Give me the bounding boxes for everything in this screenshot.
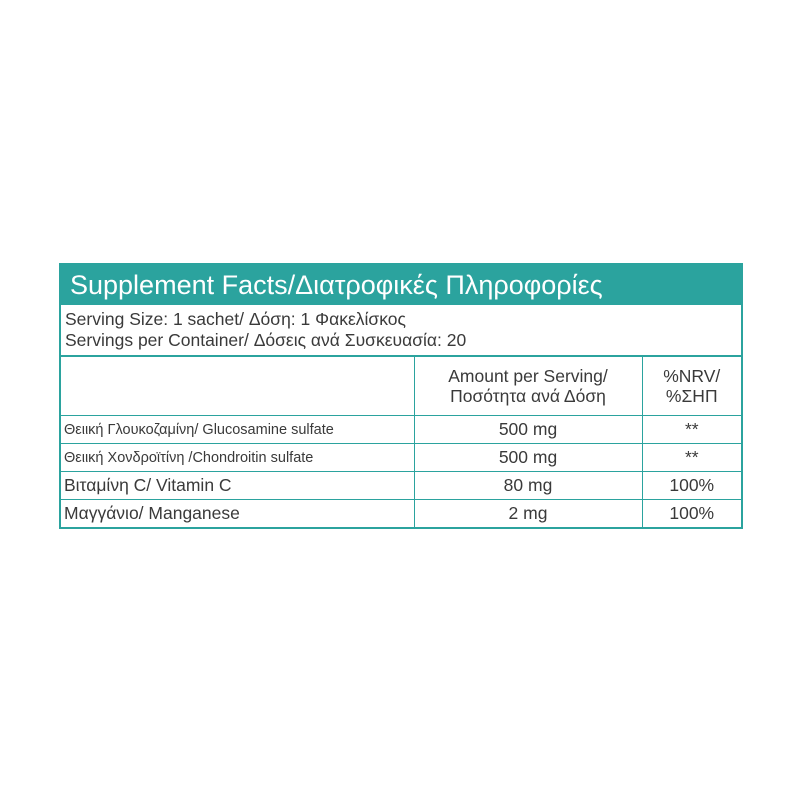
- panel-title: Supplement Facts/Διατροφικές Πληροφορίες: [61, 265, 741, 305]
- table-header-row: [61, 357, 741, 416]
- serving-info: [61, 305, 741, 357]
- header-amount-line1: Amount per Serving/: [448, 366, 608, 386]
- nutrient-name: Θειική Χονδροϊτίνη /Chondroitin sulfate: [61, 444, 414, 472]
- nutrient-amount: 500 mg: [414, 444, 642, 472]
- supplement-facts-panel: [59, 263, 743, 529]
- nutrient-nrv: 100%: [642, 472, 741, 500]
- nutrient-nrv: **: [642, 444, 741, 472]
- table-row: [61, 444, 741, 472]
- nutrient-name: Θειική Γλουκοζαμίνη/ Glucosamine sulfate: [61, 416, 414, 444]
- servings-per-container: Servings per Container/ Δόσεις ανά Συσκευασία: 20: [65, 330, 467, 350]
- nutrient-amount: 80 mg: [414, 472, 642, 500]
- serving-size: Serving Size: 1 sachet/ Δόση: 1 Φακελίσκος: [65, 309, 406, 329]
- nutrient-nrv: **: [642, 416, 741, 444]
- header-amount-line2: Ποσότητα ανά Δόση: [450, 386, 606, 406]
- table-row: [61, 472, 741, 500]
- header-nrv-line2: %ΣΗΠ: [665, 386, 718, 406]
- table-row: [61, 500, 741, 528]
- header-blank-cell: [61, 357, 414, 416]
- nutrient-table: [61, 357, 741, 527]
- table-row: [61, 416, 741, 444]
- nutrient-amount: 500 mg: [414, 416, 642, 444]
- header-nrv: [642, 357, 741, 416]
- header-amount: [414, 357, 642, 416]
- nutrient-name: Μαγγάνιο/ Manganese: [61, 500, 414, 528]
- nutrient-nrv: 100%: [642, 500, 741, 528]
- nutrient-amount: 2 mg: [414, 500, 642, 528]
- header-nrv-line1: %NRV/: [663, 366, 721, 386]
- nutrient-name: Βιταμίνη C/ Vitamin C: [61, 472, 414, 500]
